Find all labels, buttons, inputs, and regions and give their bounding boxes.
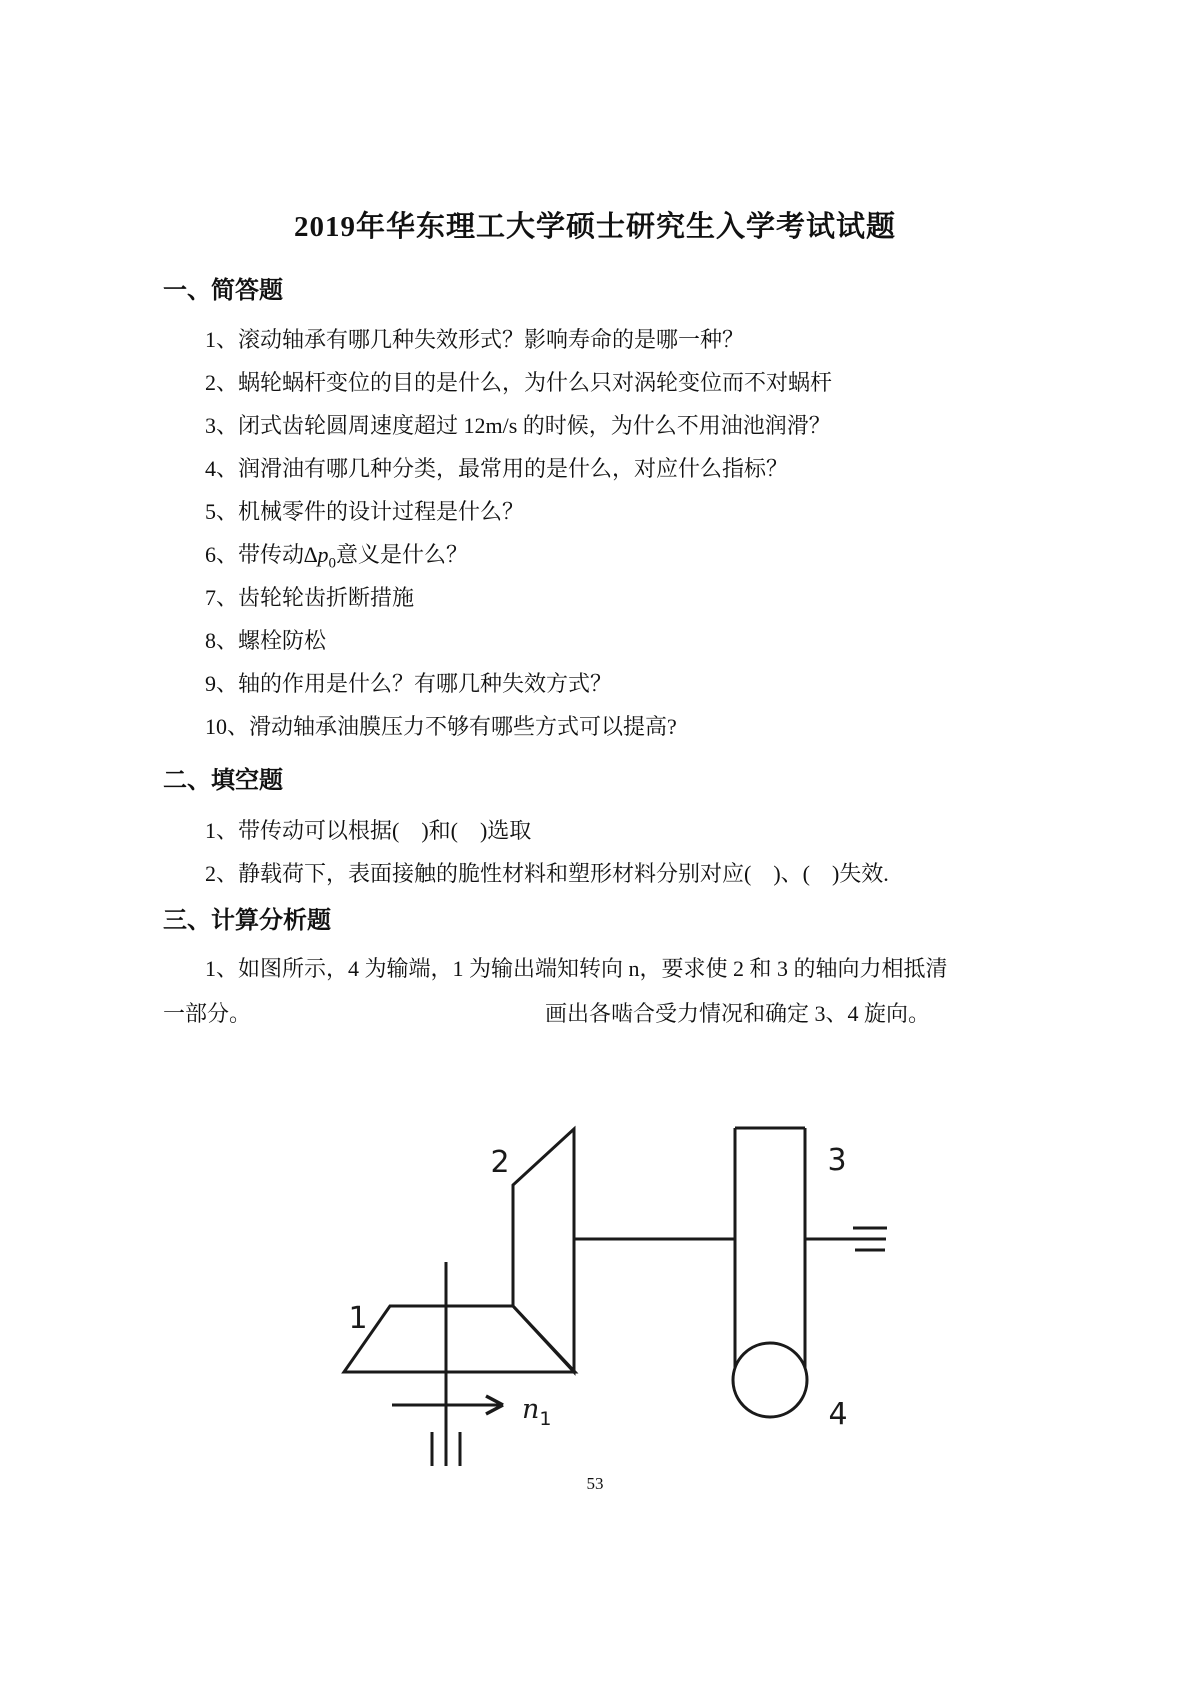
question-2: 2、蜗轮蜗杆变位的目的是什么，为什么只对涡轮变位而不对蜗杆 — [205, 370, 833, 395]
question-10: 10、滑动轴承油膜压力不够有哪些方式可以提高? — [205, 714, 677, 739]
gear-2-shape — [513, 1129, 574, 1372]
question-3: 3、闭式齿轮圆周速度超过 12m/s 的时候，为什么不用油池润滑？ — [205, 413, 831, 438]
section-2-heading: 二、填空题 — [163, 768, 283, 794]
fill-blank-1: 1、带传动可以根据( )和( )选取 — [205, 818, 532, 843]
speed-n1-label: $n_1$ — [522, 1394, 552, 1430]
question-5: 5、机械零件的设计过程是什么？ — [205, 499, 525, 524]
gear-3-label: 3 — [827, 1143, 847, 1178]
calc-question-line-1: 1、如图所示，4 为输端，1 为输出端知转向 n，要求使 2 和 3 的轴向力相抵清 — [205, 956, 948, 981]
formula-subscript: 0 — [328, 555, 336, 572]
gear-1-label: 1 — [348, 1301, 368, 1336]
question-4: 4、润滑油有哪几种分类，最常用的是什么，对应什么指标？ — [205, 456, 789, 481]
question-9: 9、轴的作用是什么？有哪几种失效方式？ — [205, 671, 613, 696]
section-2-question-list — [205, 809, 889, 895]
page-number: 53 — [586, 1474, 604, 1493]
section-1-heading: 一、简答题 — [163, 278, 283, 304]
gear-4-shape — [733, 1343, 807, 1417]
formula-variable: p — [317, 542, 329, 567]
question-8: 8、螺栓防松 — [205, 628, 327, 653]
page-title: 2019年华东理工大学硕士研究生入学考试试题 — [293, 211, 896, 243]
calc-question-line-2-left: 一部分。 — [163, 1001, 252, 1026]
question-7: 7、齿轮轮齿折断措施 — [205, 585, 415, 610]
gear-2-label: 2 — [490, 1145, 510, 1180]
fill-blank-2: 2、静载荷下，表面接触的脆性材料和塑形材料分别对应( )、( )失效. — [205, 861, 889, 886]
question-1: 1、滚动轴承有哪几种失效形式？影响寿命的是哪一种？ — [205, 327, 745, 352]
calc-question-line-2-right: 画出各啮合受力情况和确定 3、4 旋向。 — [545, 1001, 931, 1026]
delta-symbol: ∆ — [304, 542, 318, 567]
section-3-heading: 三、计算分析题 — [163, 908, 331, 934]
question-6 — [205, 533, 832, 576]
gear-train-diagram — [330, 1058, 895, 1478]
gear-train-figure — [330, 1058, 895, 1478]
gear-1-shape — [344, 1306, 575, 1372]
section-1-question-list — [205, 318, 832, 748]
question-6-text-end: 意义是什么？ — [335, 542, 468, 567]
gear-4-label: 4 — [828, 1397, 848, 1432]
question-6-text: 6、带传动 — [205, 542, 305, 567]
